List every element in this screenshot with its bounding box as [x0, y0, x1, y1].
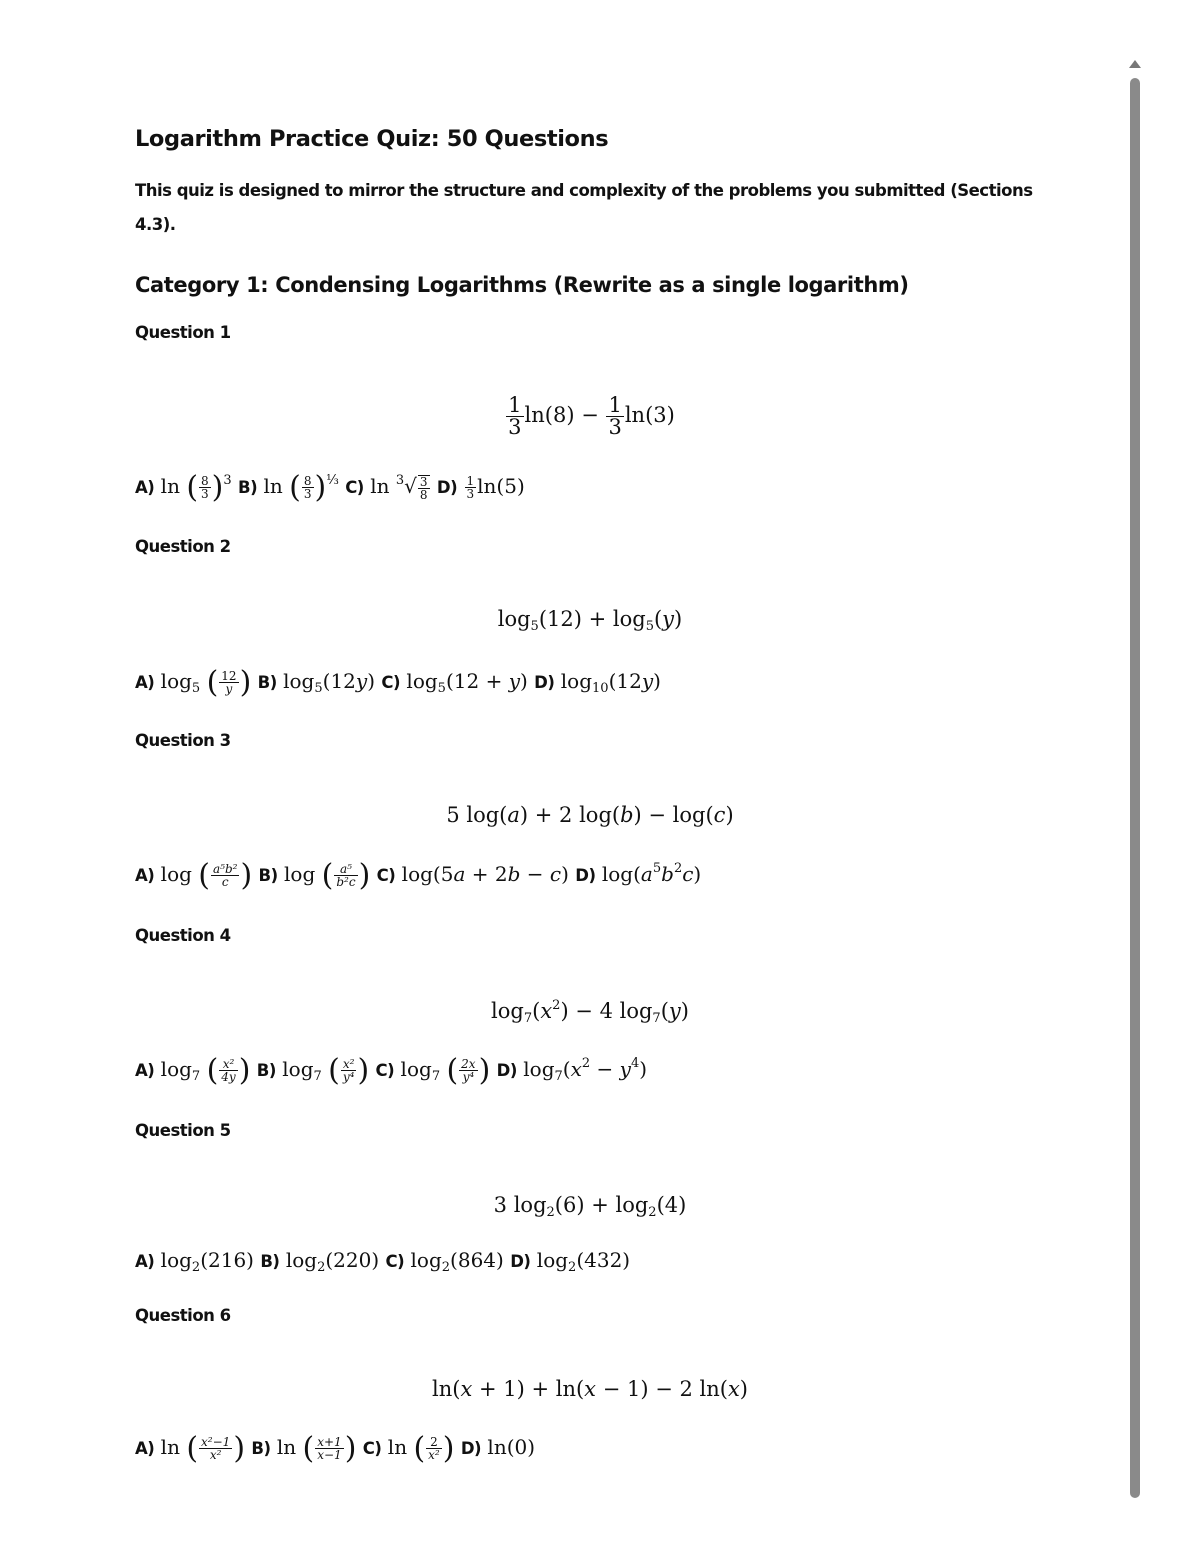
- answer-options: A) ln ( $\frac{\text{x²−1}}{\text{x²}}$ ) B) ln ( $\frac{x+1}{x-1}$ ) C) ln ( $\frac{2}{\text{x²}}$ ) D) ln(0): [135, 1431, 536, 1466]
- question-equation: 3 $\log_2(6) + \log_2(4)$: [493, 1193, 687, 1220]
- answer-options: A) $\log_2(216)$ B) $\log_2(220)$ C) $\log_2(864)$ D) $\log_2(432)$: [135, 1248, 631, 1275]
- intro-paragraph: This quiz is designed to mirror the structure and complexity of the problems you submitted (Sections 4.3).: [135, 181, 1033, 234]
- question-equation: 5 log(a) + 2 log(b) − log(c): [446, 803, 734, 827]
- answer-options: A) ln ( $\frac{8}{3}$ )$^3$ B) ln ( $\frac{8}{3}$ )$^{\frac{1}{3}}$ C) ln $^3$√ $\frac{3}{8}$ D) $\frac{1}{3}$ ln(5): [135, 470, 525, 505]
- question-label: Question 4: [135, 926, 231, 945]
- answer-options: A) $\log_5$ ( $\frac{12}{y}$ ) B) $\log_5(12y)$ C) $\log_5(12 + y)$ D) $\log_{10}(12y)$: [135, 665, 661, 700]
- answer-options: A) $\log_7$ ( $\frac{\text{x²}}{4y}$ ) B) $\log_7$ ( $\frac{\text{x²}}{\text{y⁴}}$ ) C) $\log_7$ ( $\frac{2x}{\text{y⁴}}$ ) D) $\log_7(x^2 - y^4)$: [135, 1053, 648, 1088]
- answer-options: A) log ( $\frac{\text{a⁵b²}}{c}$ ) B) log ( $\frac{\text{a⁵}}{\text{b²c}}$ ) C) log(5a + 2b − c) D) $\log(a^5b^2c)$: [135, 858, 702, 893]
- page-title: Logarithm Practice Quiz: 50 Questions: [135, 126, 609, 152]
- question-label: Question 1: [135, 323, 231, 342]
- question-equation: $\frac{1}{3}$ ln(8) − $\frac{1}{3}$ ln(3): [508, 393, 675, 439]
- category-heading: Category 1: Condensing Logarithms (Rewrite as a single logarithm): [135, 273, 909, 297]
- question-equation: $\log_5(12) + \log_5(y)$: [497, 607, 683, 634]
- question-equation: $\log_7(x^2) - 4$ $\log_7(y)$: [491, 998, 689, 1026]
- question-equation: ln(x + 1) + ln(x − 1) − 2 ln(x): [432, 1377, 748, 1401]
- question-label: Question 3: [135, 731, 231, 750]
- question-label: Question 5: [135, 1121, 231, 1140]
- scrollbar-thumb[interactable]: [1130, 78, 1140, 1498]
- question-label: Question 2: [135, 537, 231, 556]
- scroll-up-arrow-icon[interactable]: [1129, 60, 1141, 68]
- question-label: Question 6: [135, 1306, 231, 1325]
